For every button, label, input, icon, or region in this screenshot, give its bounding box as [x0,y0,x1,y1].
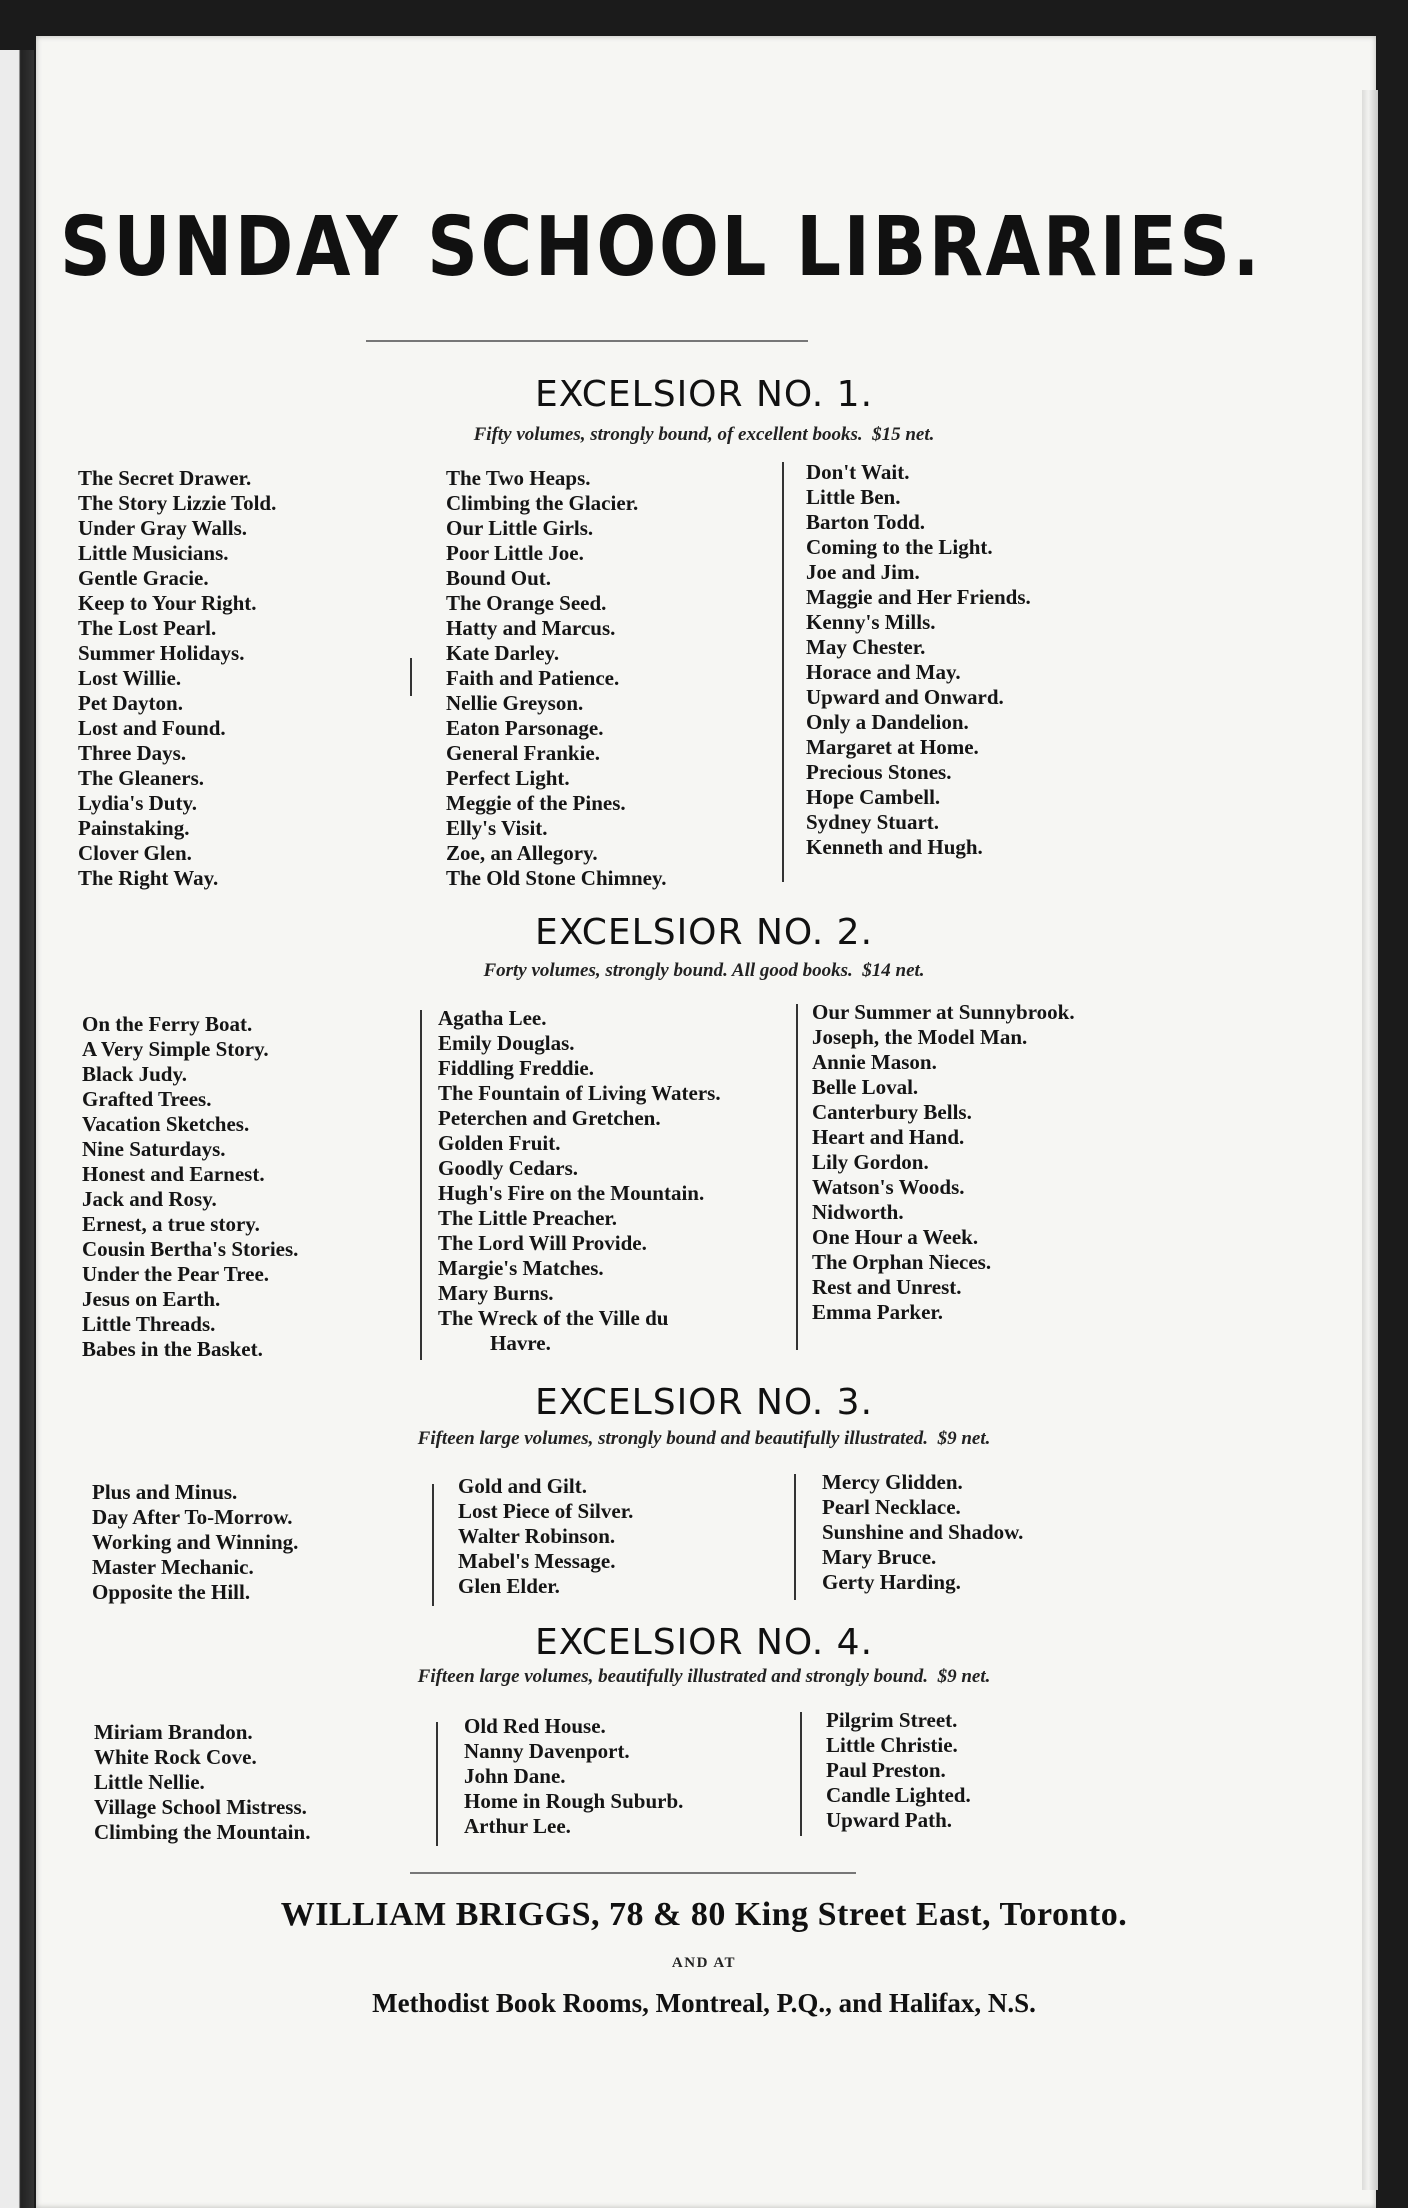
book-title: Vacation Sketches. [82,1112,250,1136]
book-title: Barton Todd. [806,510,926,534]
book-title: The Orange Seed. [446,591,607,615]
book-title: Hope Cambell. [806,785,941,809]
book-title: Sunshine and Shadow. [822,1520,1024,1544]
book-title: Arthur Lee. [464,1814,571,1838]
book-list-column [82,1012,298,1362]
book-title: The Right Way. [78,866,219,890]
book-title: Keep to Your Right. [78,591,257,615]
book-list-column [92,1480,298,1605]
book-title: Village School Mistress. [94,1795,307,1819]
book-title: The Secret Drawer. [78,466,252,490]
book-title: Poor Little Joe. [446,541,584,565]
book-title: John Dane. [464,1764,566,1788]
book-title: Havre. [490,1331,551,1355]
book-title: Lily Gordon. [812,1150,929,1174]
book-title: Maggie and Her Friends. [806,585,1031,609]
book-title: Working and Winning. [92,1530,299,1554]
book-title: Nidworth. [812,1200,904,1224]
book-title: Little Nellie. [94,1770,205,1794]
book-title: The Two Heaps. [446,466,591,490]
book-title: Golden Fruit. [438,1131,561,1155]
book-title: Annie Mason. [812,1050,937,1074]
book-title: Clover Glen. [78,841,192,865]
book-title: Peterchen and Gretchen. [438,1106,661,1130]
book-title: Margaret at Home. [806,735,979,759]
book-title: Little Musicians. [78,541,229,565]
section-description: Fifty volumes, strongly bound, of excellent books. [473,424,863,445]
book-title: Cousin Bertha's Stories. [82,1237,299,1261]
book-title: Glen Elder. [458,1574,560,1598]
book-title: One Hour a Week. [812,1225,979,1249]
book-title: Heart and Hand. [812,1125,965,1149]
book-title: Margie's Matches. [438,1256,604,1280]
title-rule [366,340,808,342]
book-title: Master Mechanic. [92,1555,254,1579]
page-title: SUNDAY SCHOOL LIBRARIES. [60,200,1263,295]
book-title: Kate Darley. [446,641,560,665]
book-title: Under the Pear Tree. [82,1262,270,1286]
book-title: General Frankie. [446,741,600,765]
book-title: Emily Douglas. [438,1031,575,1055]
branch-locations: Methodist Book Rooms, Montreal, P.Q., and Halifax, N.S. [372,1988,1036,2018]
section-price: $15 net. [872,424,935,445]
book-title: Candle Lighted. [826,1783,971,1807]
book-list-column [826,1708,971,1833]
section-subtitle [0,960,1408,982]
book-list-column [94,1720,310,1845]
book-title: Paul Preston. [826,1758,946,1782]
column-divider [800,1712,802,1836]
book-title: Little Ben. [806,485,901,509]
book-title: Gerty Harding. [822,1570,961,1594]
book-title: The Gleaners. [78,766,204,790]
book-title: Only a Dandelion. [806,710,969,734]
book-title: Bound Out. [446,566,552,590]
book-title: Nellie Greyson. [446,691,584,715]
book-title: Gold and Gilt. [458,1474,587,1498]
book-title: Faith and Patience. [446,666,620,690]
book-title: Walter Robinson. [458,1524,616,1548]
section-description: Forty volumes, strongly bound. All good books. [483,960,853,981]
book-title: Home in Rough Suburb. [464,1789,684,1813]
section-price: $14 net. [862,960,925,981]
book-title: Black Judy. [82,1062,188,1086]
book-title: Don't Wait. [806,460,910,484]
section-subtitle [0,1428,1408,1450]
section-heading: EXCELSIOR NO. 1. [534,374,874,415]
section-subtitle [0,424,1408,446]
book-title: Kenneth and Hugh. [806,835,983,859]
book-title: Old Red House. [464,1714,606,1738]
book-title: Eaton Parsonage. [446,716,604,740]
book-title: Joe and Jim. [806,560,920,584]
book-title: Joseph, the Model Man. [812,1025,1028,1049]
book-title: Zoe, an Allegory. [446,841,598,865]
column-divider [432,1484,434,1606]
column-divider [436,1722,438,1846]
book-title: Day After To-Morrow. [92,1505,293,1529]
section-description: Fifteen large volumes, beautifully illustrated and strongly bound. [417,1666,929,1687]
book-title: White Rock Cove. [94,1745,257,1769]
book-title: Pearl Necklace. [822,1495,961,1519]
book-title: Emma Parker. [812,1300,944,1324]
column-divider [420,1010,422,1360]
footer-and-at: AND AT [671,1955,737,1971]
book-title: The Wreck of the Ville du [438,1306,669,1330]
book-title: Agatha Lee. [438,1006,547,1030]
book-title: Babes in the Basket. [82,1337,263,1361]
book-title: Nine Saturdays. [82,1137,226,1161]
book-list-column [806,460,1031,860]
book-title: Lost and Found. [78,716,226,740]
book-title: Sydney Stuart. [806,810,940,834]
book-title: Gentle Gracie. [78,566,209,590]
book-title: Watson's Woods. [812,1175,965,1199]
book-list-column [458,1474,633,1599]
book-list-column [438,1006,721,1356]
book-title: The Fountain of Living Waters. [438,1081,721,1105]
book-title: Climbing the Glacier. [446,491,639,515]
book-title: Under Gray Walls. [78,516,247,540]
book-title: Little Christie. [826,1733,958,1757]
book-title: Pilgrim Street. [826,1708,958,1732]
book-list-column [446,466,667,891]
section-heading: EXCELSIOR NO. 4. [534,1622,874,1663]
book-title: Little Threads. [82,1312,216,1336]
book-title: The Lord Will Provide. [438,1231,647,1255]
book-title: The Little Preacher. [438,1206,618,1230]
book-title: Our Little Girls. [446,516,594,540]
book-title: On the Ferry Boat. [82,1012,253,1036]
book-title: Pet Dayton. [78,691,183,715]
book-title: Opposite the Hill. [92,1580,251,1604]
book-title: Hatty and Marcus. [446,616,616,640]
column-divider [794,1474,796,1600]
book-title: Three Days. [78,741,187,765]
book-title: Painstaking. [78,816,190,840]
book-title: Honest and Earnest. [82,1162,265,1186]
section-price: $9 net. [937,1428,991,1449]
publisher-address: WILLIAM BRIGGS, 78 & 80 King Street East, Toronto. [280,1896,1128,1933]
footer-rule [410,1872,856,1874]
book-title: Perfect Light. [446,766,570,790]
book-title: Goodly Cedars. [438,1156,579,1180]
book-title: Hugh's Fire on the Mountain. [438,1181,705,1205]
book-title: Jack and Rosy. [82,1187,217,1211]
book-title: Climbing the Mountain. [94,1820,311,1844]
book-title: Elly's Visit. [446,816,548,840]
book-title: May Chester. [806,635,926,659]
book-title: Precious Stones. [806,760,952,784]
book-title: Ernest, a true story. [82,1212,260,1236]
book-title: Mary Bruce. [822,1545,937,1569]
book-title: Upward Path. [826,1808,953,1832]
book-title: Jesus on Earth. [82,1287,221,1311]
column-divider [796,1004,798,1350]
book-title: Mabel's Message. [458,1549,616,1573]
book-title: Canterbury Bells. [812,1100,972,1124]
book-title: Lost Willie. [78,666,182,690]
book-title: Upward and Onward. [806,685,1004,709]
section-price: $9 net. [937,1666,991,1687]
section-heading: EXCELSIOR NO. 2. [534,912,874,953]
book-title: Grafted Trees. [82,1087,212,1111]
book-title: The Lost Pearl. [78,616,217,640]
book-title: Plus and Minus. [92,1480,238,1504]
book-title: Lydia's Duty. [78,791,198,815]
book-title: The Orphan Nieces. [812,1250,992,1274]
book-title: The Old Stone Chimney. [446,866,667,890]
book-list-column [812,1000,1075,1325]
book-title: Summer Holidays. [78,641,245,665]
book-title: Horace and May. [806,660,961,684]
section-heading: EXCELSIOR NO. 3. [534,1382,874,1423]
book-title: Rest and Unrest. [812,1275,962,1299]
book-title: Mary Burns. [438,1281,554,1305]
book-title: Miriam Brandon. [94,1720,253,1744]
column-divider [410,658,412,696]
book-title: Lost Piece of Silver. [458,1499,634,1523]
book-title: A Very Simple Story. [82,1037,269,1061]
book-title: Belle Loval. [812,1075,919,1099]
book-title: Our Summer at Sunnybrook. [812,1000,1075,1024]
book-list-column [464,1714,683,1839]
book-title: Meggie of the Pines. [446,791,626,815]
section-subtitle [0,1666,1408,1688]
book-title: Nanny Davenport. [464,1739,630,1763]
book-title: Coming to the Light. [806,535,993,559]
book-list-column [822,1470,1023,1595]
book-list-column [78,466,276,891]
book-title: Fiddling Freddie. [438,1056,594,1080]
column-divider [782,462,784,882]
section-description: Fifteen large volumes, strongly bound and beautifully illustrated. [417,1428,929,1449]
book-title: Mercy Glidden. [822,1470,963,1494]
book-title: Kenny's Mills. [806,610,936,634]
book-title: The Story Lizzie Told. [78,491,277,515]
